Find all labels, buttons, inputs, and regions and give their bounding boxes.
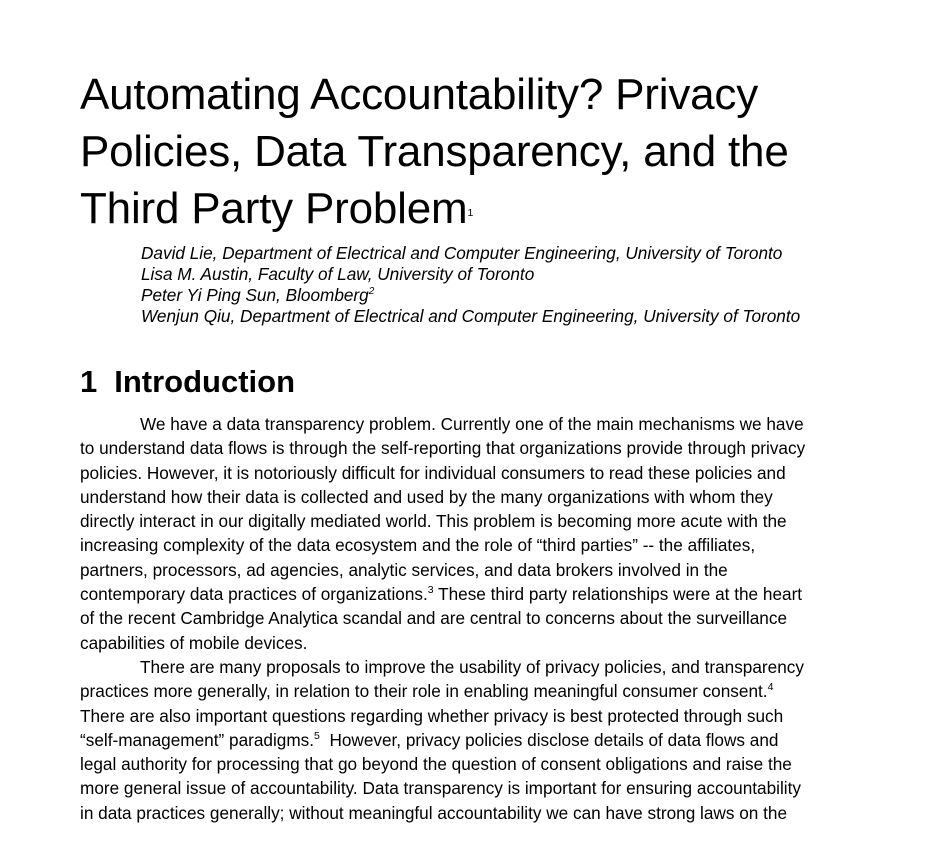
author-text: Wenjun Qiu, Department of Electrical and Computer Engineering, University of Toronto	[141, 306, 801, 326]
paragraph-line: There are many proposals to improve the usability of privacy policies, and transparency	[140, 656, 804, 677]
author-entry	[141, 243, 861, 264]
title-line-text: Third Party Problem	[80, 184, 468, 233]
paragraph-text: These third party relationships were at the heart	[433, 584, 803, 605]
paragraph-line: increasing complexity of the data ecosystem and the role of “third parties” -- the affiliates,	[80, 535, 756, 556]
paragraph-line: in data practices generally; without meaningful accountability we can have strong laws on the	[80, 802, 788, 823]
author-text: Lisa M. Austin, Faculty of Law, University of Toronto	[141, 264, 535, 284]
paper-title	[80, 66, 860, 237]
footnote-marker: 5	[314, 729, 320, 742]
author-text: David Lie, Department of Electrical and Computer Engineering, University of Toronto	[141, 243, 783, 263]
title-line: Policies, Data Transparency, and the	[80, 127, 789, 176]
paragraph-line: We have a data transparency problem. Currently one of the main mechanisms we have	[140, 414, 804, 434]
author-entry	[141, 306, 861, 327]
title-line	[80, 180, 860, 237]
body-text	[80, 412, 856, 825]
paragraph-line: to understand data flows is through the self-reporting that organizations provide through privacy	[80, 438, 806, 459]
paragraph-line: more general issue of accountability. Data transparency is important for ensuring accountability	[80, 778, 801, 799]
paragraph-line: partners, processors, ad agencies, analytic services, and data brokers involved in the	[80, 559, 728, 580]
paragraph-text: contemporary data practices of organizations.	[80, 584, 428, 605]
paragraph-line: directly interact in our digitally mediated world. This problem is becoming more acute with the	[80, 511, 787, 532]
footnote-marker: 3	[427, 584, 434, 597]
title-line: Automating Accountability? Privacy	[80, 70, 758, 119]
footnote-marker: 4	[767, 681, 774, 694]
paragraph-text: However, privacy policies disclose details of data flows and	[319, 729, 779, 750]
author-list	[141, 243, 861, 327]
paragraph-line	[80, 728, 856, 752]
paragraph-line: capabilities of mobile devices.	[80, 632, 308, 653]
author-entry	[141, 285, 861, 306]
section-title: Introduction	[114, 364, 296, 399]
paragraph-line: understand how their data is collected and used by the many organizations with whom they	[80, 486, 773, 507]
paragraph-line	[80, 582, 856, 606]
paragraph-line: There are also important questions regarding whether privacy is best protected through such	[80, 705, 784, 726]
author-entry	[141, 264, 861, 285]
paragraph-line: policies. However, it is notoriously difficult for individual consumers to read these policies and	[80, 462, 786, 483]
paragraph-line	[80, 679, 856, 703]
section-heading	[80, 364, 295, 400]
footnote-marker: 1	[467, 207, 474, 219]
footnote-marker: 2	[368, 286, 375, 297]
author-text: Peter Yi Ping Sun, Bloomberg	[141, 285, 369, 305]
paragraph-line: of the recent Cambridge Analytica scandal and are central to concerns about the surveillance	[80, 608, 788, 629]
paragraph-text: practices more generally, in relation to their role in enabling meaningful consumer consent.	[80, 681, 768, 702]
paragraph-text: “self-management” paradigms.	[80, 729, 315, 750]
section-number: 1	[80, 364, 98, 399]
paragraph-line: legal authority for processing that go beyond the question of consent obligations and raise the	[80, 754, 792, 775]
